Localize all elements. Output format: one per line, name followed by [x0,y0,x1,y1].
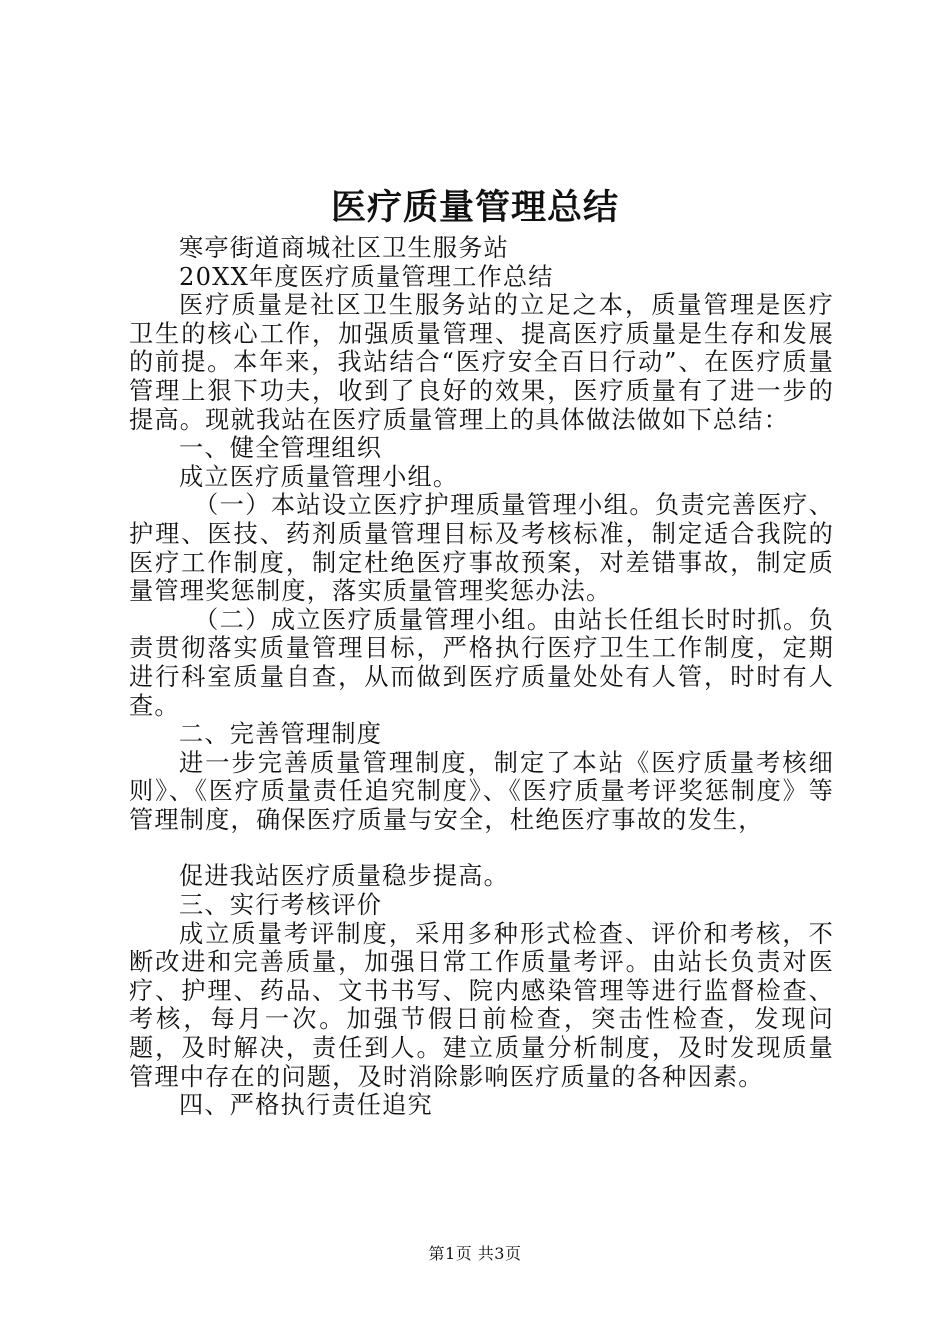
report-subtitle-line: 20XX年度医疗质量管理工作总结 [179,262,554,291]
section-2-continuation: 促进我站医疗质量稳步提高。 [179,862,510,891]
section-heading-3: 三、实行考核评价 [179,891,383,920]
org-name-line: 寒亭街道商城社区卫生服务站 [179,234,510,262]
section-heading-1: 一、健全管理组织 [179,434,383,463]
section-1-lead: 成立医疗质量管理小组。 [179,462,459,491]
section-3-paragraph: 成立质量考评制度，采用多种形式检查、评价和考核，不断改进和完善质量，加强日常工作质量考评。由站长负责对医疗、护理、药品、文书书写、院内感染管理等进行监督检查、考核，每月一次。加强节假日前检查，突击性检查，发现问题，及时解决，责任到人。建立质量分析制度，及时发现质量管理中存在的问题，及时消除影响医疗质量的各种因素。 [129,919,834,1091]
document-body [129,234,834,1120]
page-footer: 第1页 共3页 [428,1244,522,1263]
section-heading-4: 四、严格执行责任追究 [179,1091,433,1120]
paragraph-gap [129,834,834,862]
section-heading-2: 二、完善管理制度 [179,720,383,749]
intro-paragraph: 医疗质量是社区卫生服务站的立足之本，质量管理是医疗卫生的核心工作，加强质量管理、提高医疗质量是生存和发展的前提。本年来，我站结合“医疗安全百日行动”、在医疗质量管理上狠下功夫，收到了良好的效果，医疗质量有了进一步的提高。现就我站在医疗质量管理上的具体做法做如下总结： [129,291,834,434]
document-title: 医疗质量管理总结 [330,187,619,228]
section-1-item-2: （二）成立医疗质量管理小组。由站长任组长时时抓。负责贯彻落实质量管理目标，严格执行医疗卫生工作制度，定期进行科室质量自查，从而做到医疗质量处处有人管，时时有人查。 [129,605,834,720]
section-1-item-1: （一）本站设立医疗护理质量管理小组。负责完善医疗、护理、医技、药剂质量管理目标及考核标准，制定适合我院的医疗工作制度，制定杜绝医疗事故预案，对差错事故，制定质量管理奖惩制度，落实质量管理奖惩办法。 [129,491,834,606]
section-2-paragraph: 进一步完善质量管理制度，制定了本站《医疗质量考核细则》、《医疗质量责任追究制度》、《医疗质量考评奖惩制度》等管理制度，确保医疗质量与安全，杜绝医疗事故的发生， [129,748,834,834]
